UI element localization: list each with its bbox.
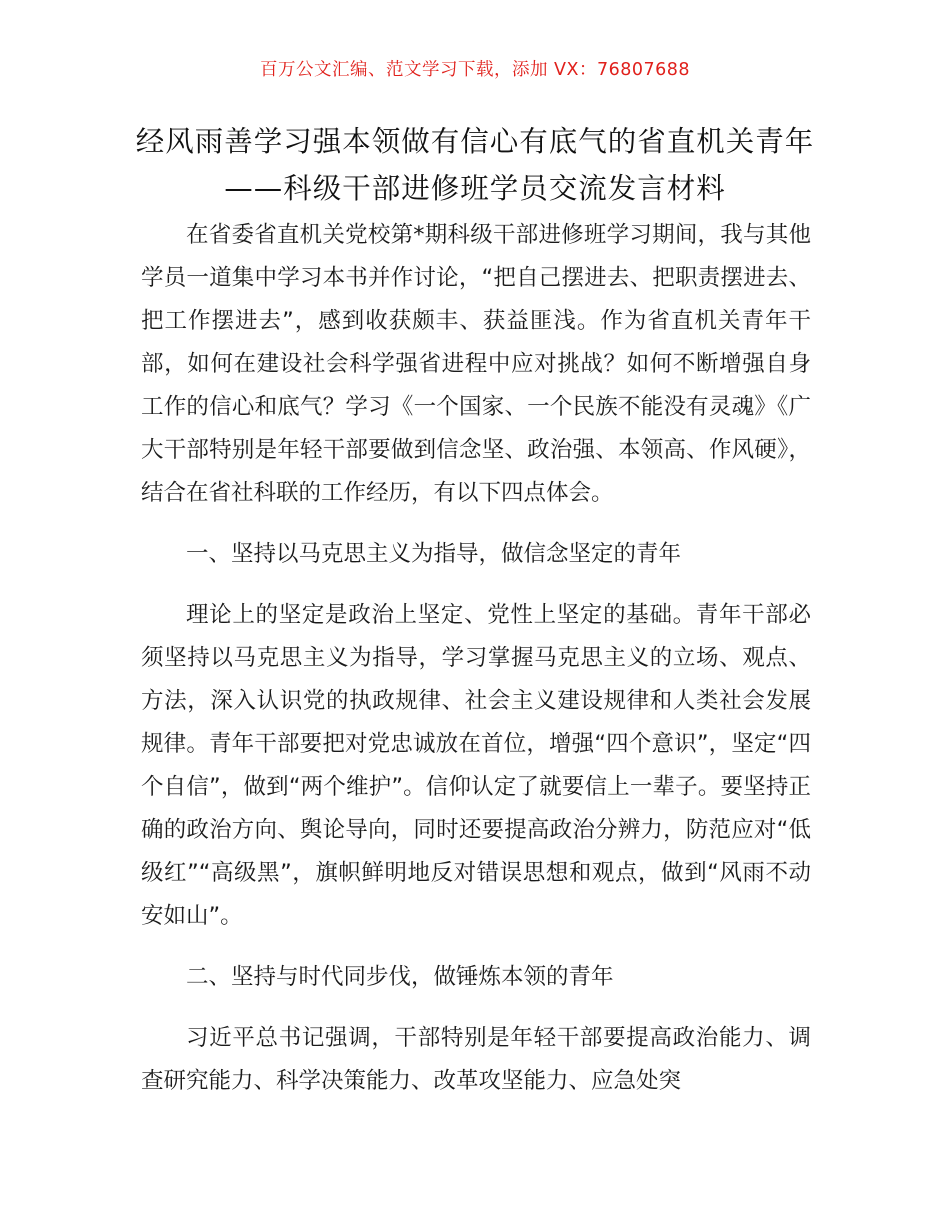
section-heading-2: 二、坚持与时代同步伐，做锤炼本领的青年: [186, 964, 614, 990]
body-paragraph: 习近平总书记强调，干部特别是年轻干部要提高政治能力、调查研究能力、科学决策能力、改革攻坚能力、应急处突: [141, 1025, 811, 1094]
body-paragraph: 在省委省直机关党校第*期科级干部进修班学习期间，我与其他学员一道集中学习本书并作讨论，“把自己摆进去、把职责摆进去、把工作摆进去”，感到收获颇丰、获益匪浅。作为省直机关青年干部，如何在建设社会科学强省进程中应对挑战？如何不断增强自身工作的信心和底气？学习《一个国家、一个民族不能没有灵魂》《广大干部特别是年轻干部要做到信念坚、政治强、本领高、作风硬》，结合在省社科联的工作经历，有以下四点体会。: [141, 222, 811, 506]
document-title: 经风雨善学习强本领做有信心有底气的省直机关青年——科级干部进修班学员交流发言材料: [135, 125, 815, 205]
section-heading-1: 一、坚持以马克思主义为指导，做信念坚定的青年: [186, 541, 682, 567]
document-body: [141, 214, 811, 1103]
body-paragraph: 理论上的坚定是政治上坚定、党性上坚定的基础。青年干部必须坚持以马克思主义为指导，学习掌握马克思主义的立场、观点、方法，深入认识党的执政规律、社会主义建设规律和人类社会发展规律。青年干部要把对党忠诚放在首位，增强“四个意识”，坚定“四个自信”，做到“两个维护”。信仰认定了就要信上一辈子。要坚持正确的政治方向、舆论导向，同时还要提高政治分辨力，防范应对“低级红”“高级黑”，旗帜鲜明地反对错误思想和观点，做到“风雨不动安如山”。: [141, 602, 811, 929]
watermark-banner: 百万公文汇编、范文学习下载，添加 VX：76807688: [259, 60, 691, 80]
